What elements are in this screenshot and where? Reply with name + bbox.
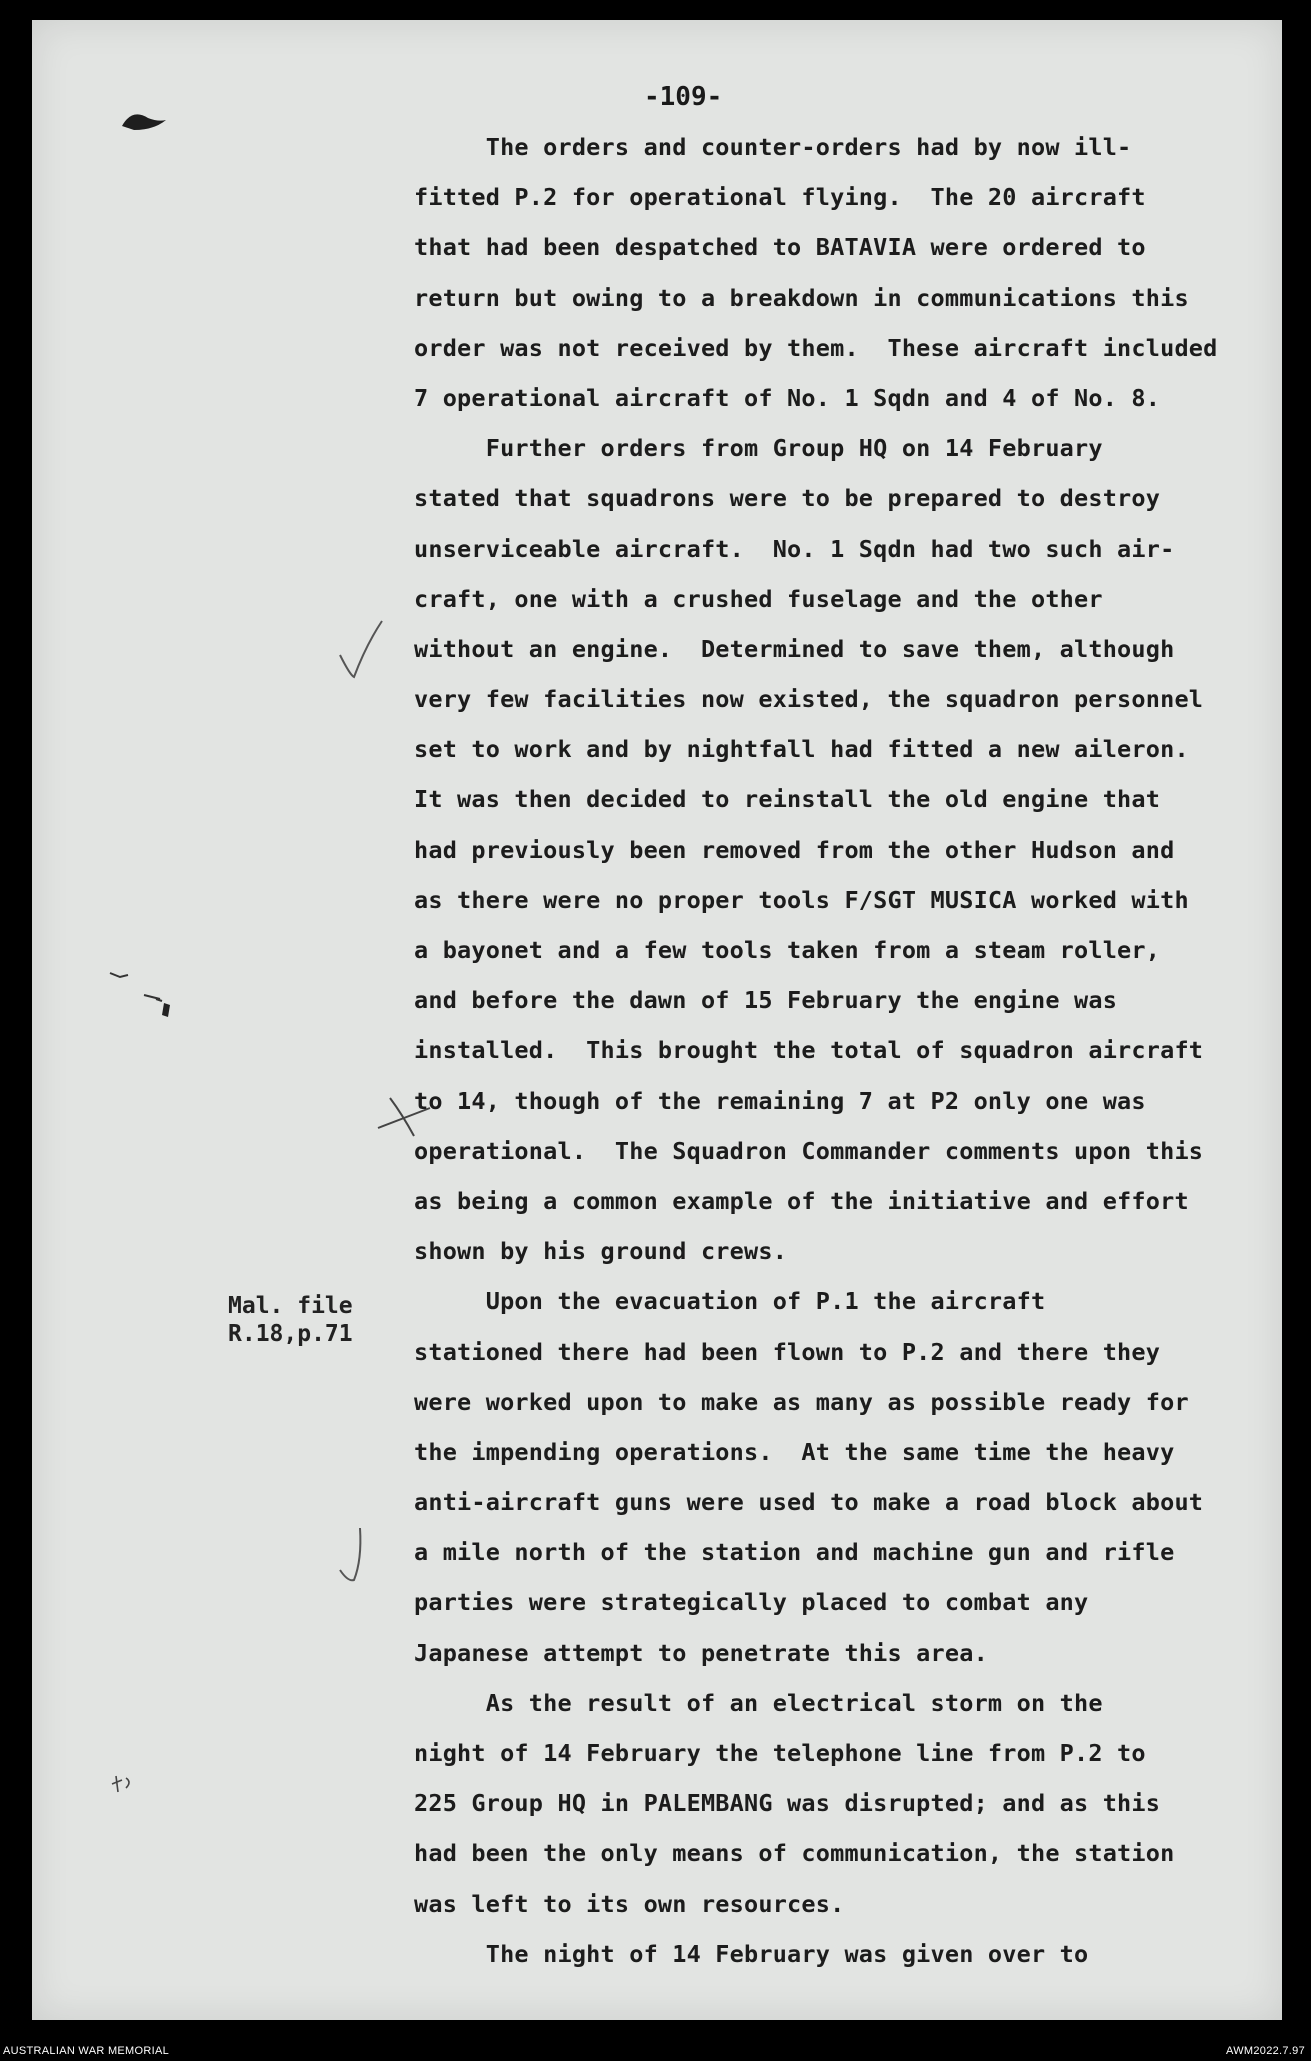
footer-archive-name: AUSTRALIAN WAR MEMORIAL — [3, 2045, 170, 2057]
text-line: 7 operational aircraft of No. 1 Sqdn and 4 of No. 8. — [414, 383, 1161, 412]
text-line: parties were strategically placed to combat any — [414, 1588, 1089, 1617]
text-line: order was not received by them. These aircraft included — [414, 333, 1218, 362]
text-line: fitted P.2 for operational flying. The 20 aircraft — [414, 183, 1146, 212]
margin-note-line: R.18,p.71 — [228, 1321, 353, 1347]
ink-smudge-mark — [104, 965, 194, 1025]
text-line: anti-aircraft guns were used to make a road block about — [414, 1488, 1204, 1517]
text-line: stated that squadrons were to be prepared to destroy — [414, 484, 1161, 513]
text-line: as there were no proper tools F/SGT MUSICA worked with — [414, 885, 1189, 914]
typed-body-text — [414, 122, 1282, 1979]
text-line: had previously been removed from the other Hudson and — [414, 835, 1175, 864]
text-line: craft, one with a crushed fuselage and the other — [414, 584, 1103, 613]
page-number: -109- — [644, 82, 723, 112]
text-line: Upon the evacuation of P.1 the aircraft — [414, 1287, 1046, 1316]
text-line: Further orders from Group HQ on 14 February — [414, 434, 1103, 463]
margin-note-line: Mal. file — [228, 1293, 353, 1319]
text-line: return but owing to a breakdown in communications this — [414, 283, 1189, 312]
text-line: The orders and counter-orders had by now ill- — [414, 133, 1132, 161]
text-line: shown by his ground crews. — [414, 1237, 788, 1266]
text-line: operational. The Squadron Commander comments upon this — [414, 1136, 1204, 1165]
text-line: unserviceable aircraft. No. 1 Sqdn had two such air- — [414, 534, 1175, 563]
text-line: to 14, though of the remaining 7 at P2 only one was — [414, 1086, 1146, 1115]
document-page — [32, 20, 1282, 2020]
punch-hole-mark — [114, 100, 174, 140]
text-line: The night of 14 February was given over to — [414, 1939, 1089, 1968]
text-line: had been the only means of communication, the station — [414, 1839, 1175, 1868]
text-line: 225 Group HQ in PALEMBANG was disrupted; and as this — [414, 1789, 1161, 1818]
text-line: set to work and by nightfall had fitted a new aileron. — [414, 735, 1189, 764]
text-line: that had been despatched to BATAVIA were ordered to — [414, 233, 1146, 262]
text-line: a bayonet and a few tools taken from a steam roller, — [414, 936, 1161, 964]
tick-mark-icon — [332, 1520, 382, 1600]
text-line: were worked upon to make as many as possible ready for — [414, 1387, 1189, 1416]
tick-mark-icon — [332, 615, 392, 685]
text-line: installed. This brought the total of squadron aircraft — [414, 1036, 1204, 1065]
pencil-mark — [106, 1770, 146, 1800]
margin-reference-note — [228, 1292, 353, 1348]
text-line: without an engine. Determined to save them, although — [414, 634, 1175, 663]
text-line: a mile north of the station and machine gun and rifle — [414, 1538, 1175, 1567]
text-line: the impending operations. At the same time the heavy — [414, 1437, 1175, 1466]
text-line: and before the dawn of 15 February the engine was — [414, 986, 1118, 1015]
text-line: very few facilities now existed, the squadron personnel — [414, 685, 1204, 714]
footer-reference-code: AWM2022.7.97 — [1225, 2045, 1305, 2057]
text-line: night of 14 February the telephone line from P.2 to — [414, 1739, 1146, 1767]
text-line: Japanese attempt to penetrate this area. — [414, 1638, 988, 1667]
text-line: stationed there had been flown to P.2 and there they — [414, 1337, 1161, 1366]
text-line: was left to its own resources. — [414, 1889, 845, 1918]
text-line: as being a common example of the initiative and effort — [414, 1186, 1189, 1215]
text-line: As the result of an electrical storm on the — [414, 1688, 1103, 1717]
text-line: It was then decided to reinstall the old engine that — [414, 785, 1161, 814]
